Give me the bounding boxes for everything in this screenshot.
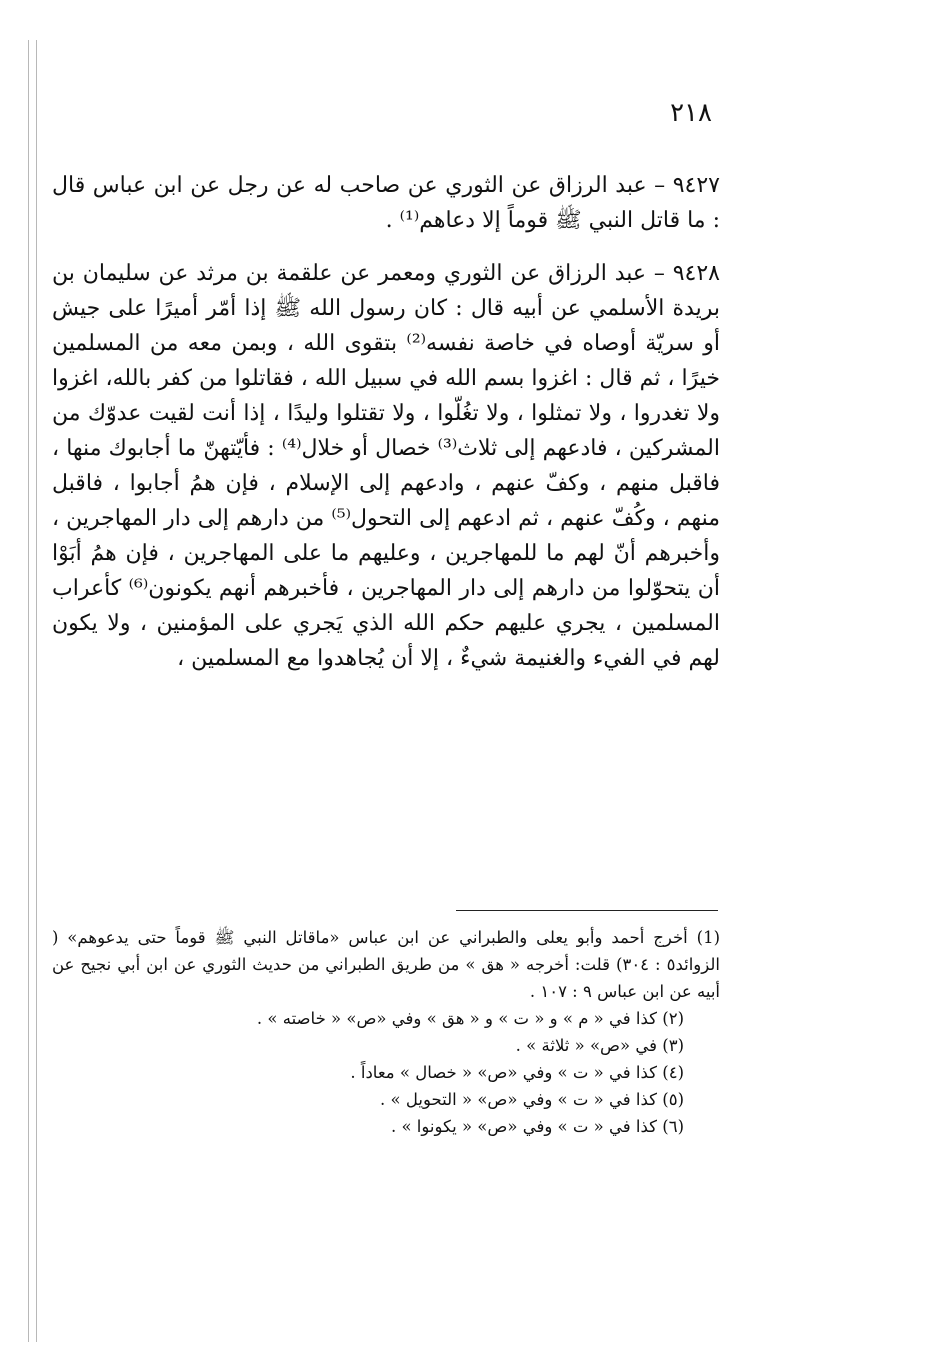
footnote-marker: (1)	[696, 928, 721, 947]
scan-edge-line-2	[36, 40, 37, 1342]
footnote-marker: (٦)	[662, 1117, 684, 1136]
scan-edge-line-1	[28, 40, 29, 1342]
footnote-text: كذا في « م » و « ت » و « هق » وفي «ص» « خاصته » .	[256, 1009, 657, 1028]
footnote-text: كذا في « ت » وفي «ص» « التحويل » .	[380, 1090, 657, 1109]
footnote-text: كذا في « ت » وفي «ص» « يكونوا » .	[390, 1117, 657, 1136]
hadith-entry	[52, 168, 720, 238]
footnote	[52, 924, 720, 1005]
footnote	[52, 1086, 720, 1113]
hadith-entry	[52, 256, 720, 676]
footnote-text: كذا في « ت » وفي «ص» « خصال » معاداً .	[350, 1063, 657, 1082]
footnote	[52, 1032, 720, 1059]
footnote-marker: (٣)	[662, 1036, 684, 1055]
hadith-text: – عبد الرزاق عن الثوري عن صاحب له عن رجل عن ابن عباس قال : ما قاتل النبي ﷺ قوماً إلا دعاهم⁽¹⁾ .	[52, 173, 720, 233]
footnotes	[52, 924, 720, 1140]
footnote-marker: (٤)	[662, 1063, 684, 1082]
footnote-text: أخرج أحمد وأبو يعلى والطبراني عن ابن عباس «ماقاتل النبي ﷺ قوماً حتى يدعوهم» ( الزوائد٥ : ٣٠٤) قلت: أخرجه « هق » من طريق الطبراني من حديث الثوري عن ابن أبي نجيح عن أبيه عن ابن عباس ٩ : ١٠٧ .	[52, 928, 720, 1001]
footnote-divider	[456, 910, 718, 911]
main-text	[52, 168, 720, 694]
footnote-marker: (٢)	[662, 1009, 684, 1028]
footnote	[52, 1059, 720, 1086]
page-number: ٢١٨	[670, 98, 712, 128]
hadith-text: – عبد الرزاق عن الثوري ومعمر عن علقمة بن مرثد عن سليمان بن بريدة الأسلمي عن أبيه قال : كان رسول الله ﷺ إذا أمّر أميرًا على جيش أو سريّة أوصاه في خاصة نفسه⁽²⁾ بتقوى الله ، وبمن معه من المسلمين خيرًا ، ثم قال : اغزوا بسم الله في سبيل الله ، فقاتلوا من كفر بالله، اغزوا ولا تغدروا ، ولا تمثلوا ، ولا تغُلّوا ، ولا تقتلوا وليدًا ، إذا أنت لقيت عدوّك من المشركين ، فادعهم إلى ثلاث⁽³⁾ خصال أو خلال⁽⁴⁾ : فأيّتهنّ ما أجابوك منها ، فاقبل منهم ، وكفّ عنهم ، وادعهم إلى الإسلام ، فإن همُ أجابوا ، فاقبل منهم ، وكُفّ عنهم ، ثم ادعهم إلى التحول⁽⁵⁾ من دارهم إلى دار المهاجرين ، وأخبرهم أنّ لهم ما للمهاجرين ، وعليهم ما على المهاجرين ، فإن همُ أبَوْا أن يتحوّلوا من دارهم إلى دار المهاجرين ، فأخبرهم أنهم يكونون⁽⁶⁾ كأعراب المسلمين ، يجري عليهم حكم الله الذي يَجري على المؤمنين ، ولا يكون لهم في الفيء والغنيمة شيءٌ ، إلا أن يُجاهدوا مع المسلمين ،	[52, 261, 720, 671]
footnote-marker: (٥)	[662, 1090, 684, 1109]
footnote-text: في «ص» « ثلاثة » .	[515, 1036, 657, 1055]
hadith-number: ٩٤٢٧	[672, 173, 720, 198]
footnote	[52, 1113, 720, 1140]
footnote	[52, 1005, 720, 1032]
hadith-number: ٩٤٢٨	[672, 261, 720, 286]
